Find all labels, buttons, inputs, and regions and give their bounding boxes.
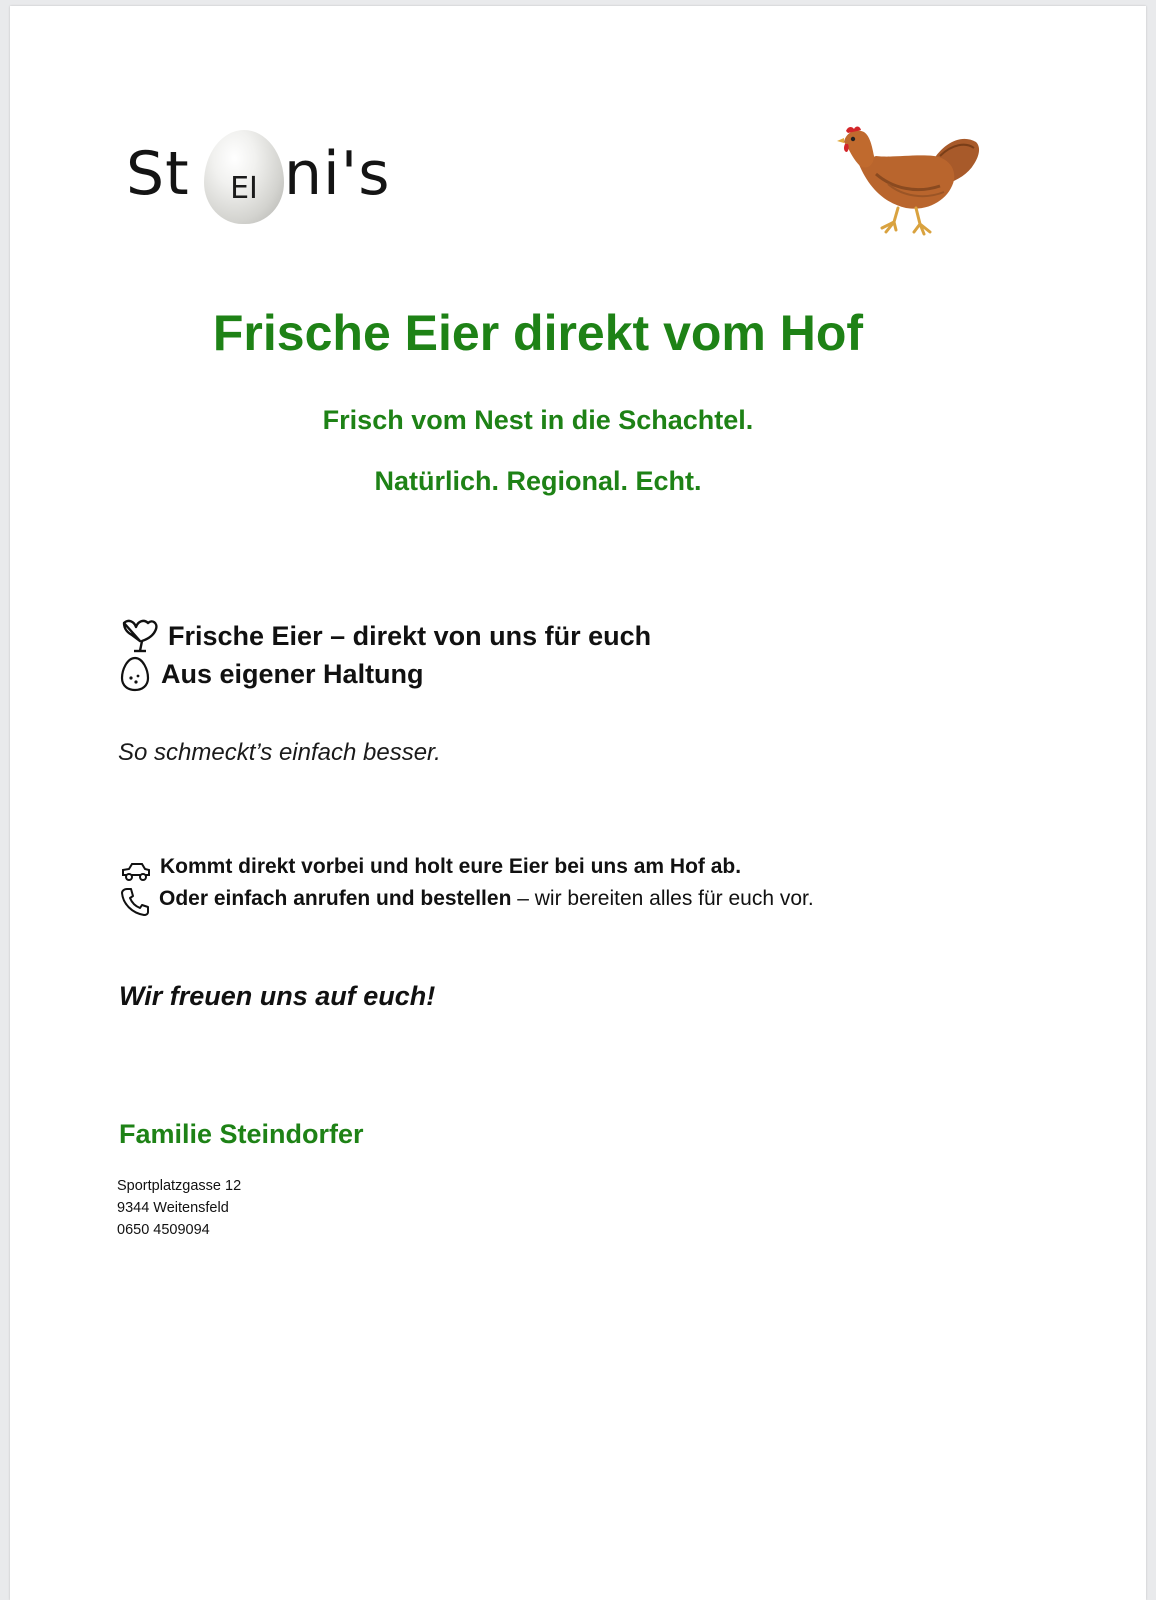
- logo-suffix: ni's: [284, 139, 391, 209]
- signature: Familie Steindorfer: [119, 1119, 364, 1149]
- address-street: Sportplatzgasse 12: [117, 1178, 242, 1194]
- car-icon: [120, 861, 152, 883]
- logo-prefix: St: [126, 139, 190, 209]
- feature-own-husbandry: Aus eigener Haltung: [161, 659, 424, 689]
- closing-text: Wir freuen uns auf euch!: [119, 981, 436, 1011]
- address-city: 9344 Weitensfeld: [117, 1200, 229, 1216]
- order-info-bold: Oder einfach anrufen und bestellen: [159, 887, 512, 910]
- order-info: [159, 887, 814, 911]
- feature-fresh-eggs: Frische Eier – direkt von uns für euch: [168, 621, 652, 651]
- brand-logo: [118, 124, 418, 234]
- contact-phone: 0650 4509094: [117, 1222, 210, 1238]
- phone-icon: [120, 886, 150, 916]
- egg-icon: [120, 656, 150, 692]
- rooster-icon: [120, 617, 160, 653]
- egg-logo-icon: [204, 130, 284, 224]
- slogan: So schmeckt’s einfach besser.: [118, 739, 441, 766]
- subtitle-nest: Frisch vom Nest in die Schachtel.: [322, 405, 754, 435]
- logo-egg-text: EI: [230, 171, 258, 206]
- pickup-info: Kommt direkt vorbei und holt eure Eier bei uns am Hof ab.: [160, 855, 742, 878]
- page-title: Frische Eier direkt vom Hof: [212, 305, 864, 361]
- order-info-rest: – wir bereiten alles für euch vor.: [511, 887, 814, 910]
- hen-illustration: [836, 122, 986, 240]
- flyer-page: [10, 6, 1146, 1600]
- subtitle-values: Natürlich. Regional. Echt.: [374, 466, 702, 496]
